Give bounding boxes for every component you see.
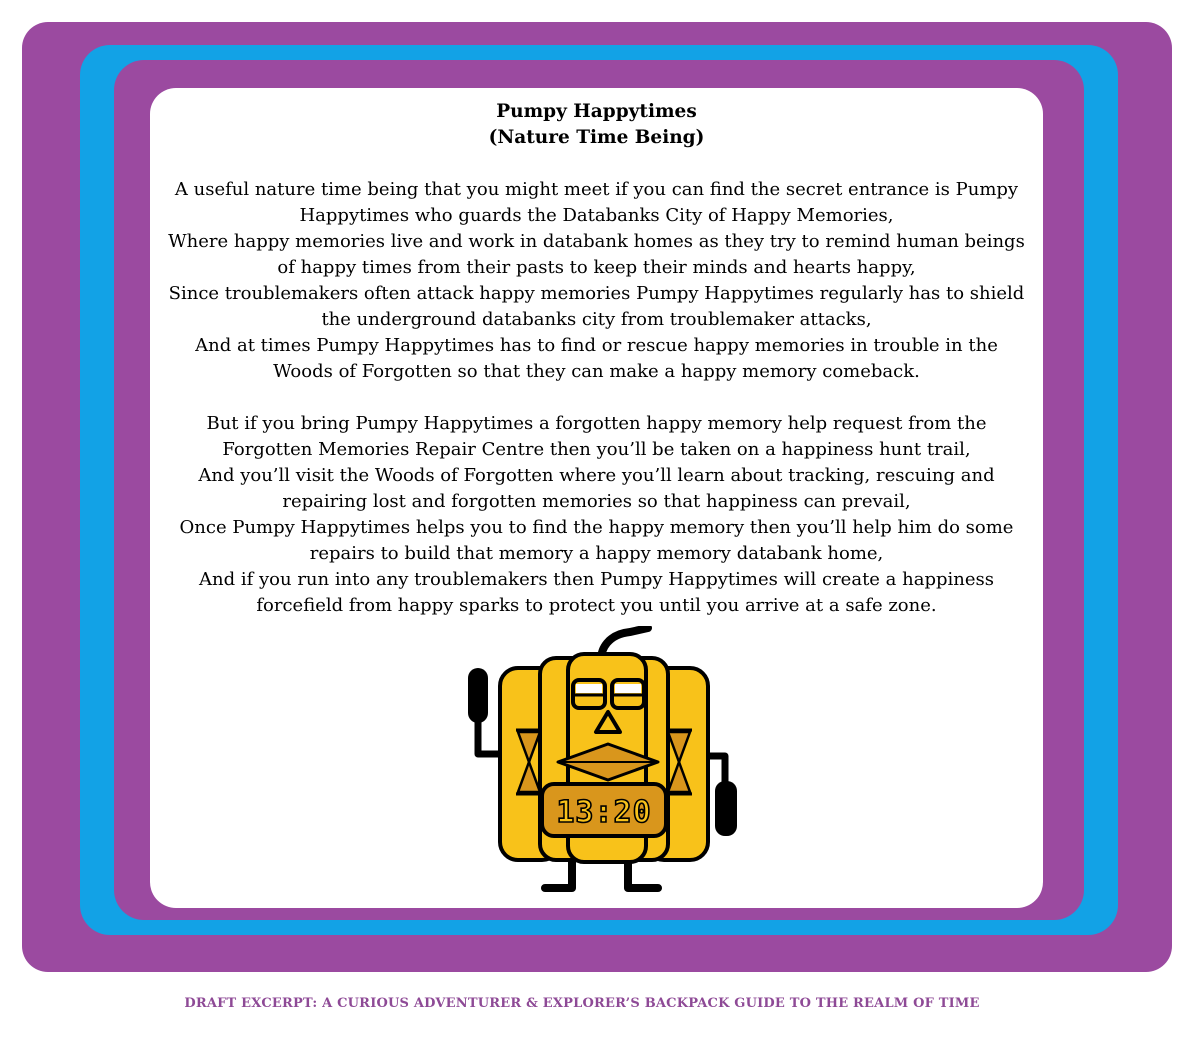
- text-line: repairing lost and forgotten memories so that happiness can prevail,: [282, 491, 911, 512]
- text-line: And if you run into any troublemakers then Pumpy Happytimes will create a happiness: [199, 569, 994, 590]
- right-eye: [612, 680, 644, 708]
- title-subtitle: (Nature Time Being): [488, 127, 705, 148]
- text-line: Woods of Forgotten so that they can make a happy memory comeback.: [273, 361, 920, 382]
- text-line: Happytimes who guards the Databanks City of Happy Memories,: [299, 205, 894, 226]
- text-line: the underground databanks city from troublemaker attacks,: [321, 309, 872, 330]
- text-line: And you’ll visit the Woods of Forgotten where you’ll learn about tracking, rescuing and: [198, 465, 995, 486]
- left-hand: [468, 668, 488, 723]
- pumpy-happytimes-illustration: [460, 626, 750, 901]
- right-hand: [715, 781, 737, 836]
- left-eye: [573, 680, 605, 708]
- text-line: And at times Pumpy Happytimes has to find or rescue happy memories in trouble in the: [195, 335, 998, 356]
- text-line: Where happy memories live and work in databank homes as they try to remind human beings: [168, 231, 1025, 252]
- text-line: But if you bring Pumpy Happytimes a forgotten happy memory help request from the: [206, 413, 987, 434]
- text-line: of happy times from their pasts to keep their minds and hearts happy,: [277, 257, 916, 278]
- left-leg: [545, 861, 572, 888]
- text-line: Once Pumpy Happytimes helps you to find the happy memory then you’ll help him do some: [179, 517, 1014, 538]
- clock-display-digits: 13:20: [556, 795, 652, 830]
- page-title: [150, 99, 1043, 151]
- text-line: Since troublemakers often attack happy memories Pumpy Happytimes regularly has to shield: [168, 283, 1025, 304]
- text-line: repairs to build that memory a happy memory databank home,: [309, 543, 884, 564]
- title-name: Pumpy Happytimes: [496, 101, 697, 122]
- clock-display: [542, 784, 666, 836]
- paragraph-2: [150, 411, 1043, 619]
- right-leg: [628, 861, 658, 888]
- content-card: [150, 88, 1043, 908]
- text-line: Forgotten Memories Repair Centre then you’ll be taken on a happiness hunt trail,: [222, 439, 971, 460]
- text-line: A useful nature time being that you might meet if you can find the secret entrance is Pumpy: [174, 179, 1019, 200]
- footer-caption: DRAFT EXCERPT: A CURIOUS ADVENTURER & EXPLORER’S BACKPACK GUIDE TO THE REALM OF TIME: [184, 996, 980, 1011]
- text-line: forcefield from happy sparks to protect you until you arrive at a safe zone.: [256, 595, 937, 616]
- paragraph-1: [150, 177, 1043, 385]
